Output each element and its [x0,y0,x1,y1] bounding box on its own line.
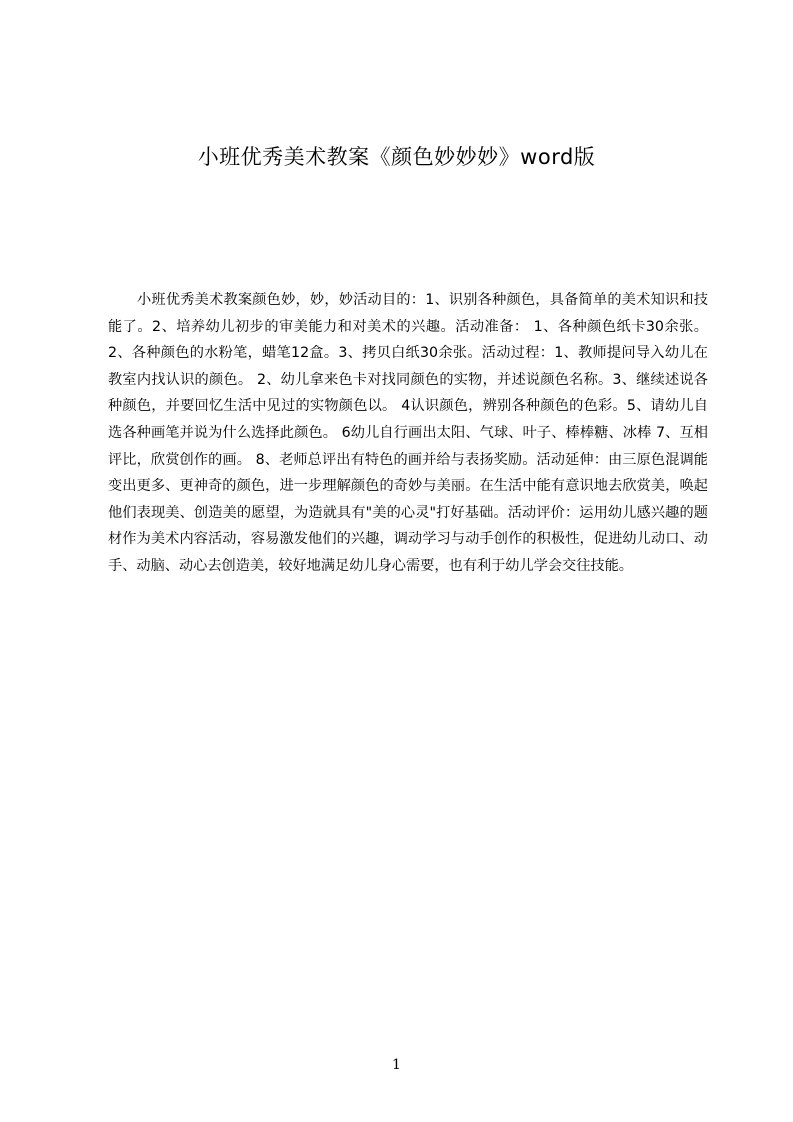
document-title: 小班优秀美术教案《颜色妙妙妙》word版 [197,145,596,169]
document-body-paragraph: 小班优秀美术教案颜色妙，妙，妙活动目的：1、识别各种颜色，具备简单的美术知识和技能了。2、培养幼儿初步的审美能力和对美术的兴趣。活动准备： 1、各种颜色纸卡30余张。2、各种颜色的水粉笔，蜡笔12盒。3、拷贝白纸30余张。活动过程：1、教师提问导入幼儿在教室内找认识的颜色。 2、幼儿拿来色卡对找同颜色的实物，并述说颜色名称。3、继续述说各种颜色，并要回忆生活中见过的实物颜色以。 4认识颜色，辨别各种颜色的色彩。5、请幼儿自选各种画笔并说为什么选择此颜色。 6幼儿自行画出太阳、气球、叶子、棒棒糖、冰棒 7、互相评比，欣赏创作的画。 8、老师总评出有特色的画并给与表扬奖励。活动延伸：由三原色混调能变出更多、更神奇的颜色，进一步理解颜色的奇妙与美丽。在生活中能有意识地去欣赏美，唤起他们表现美、创造美的愿望，为造就具有"美的心灵"打好基础。活动评价：运用幼儿感兴趣的题材作为美术内容活动，容易激发他们的兴趣，调动学习与动手创作的积极性，促进幼儿动口、动手、动脑、动心去创造美，较好地满足幼儿身心需要，也有利于幼儿学会交往技能。 [108,292,708,574]
page-number: 1 [392,1057,401,1073]
